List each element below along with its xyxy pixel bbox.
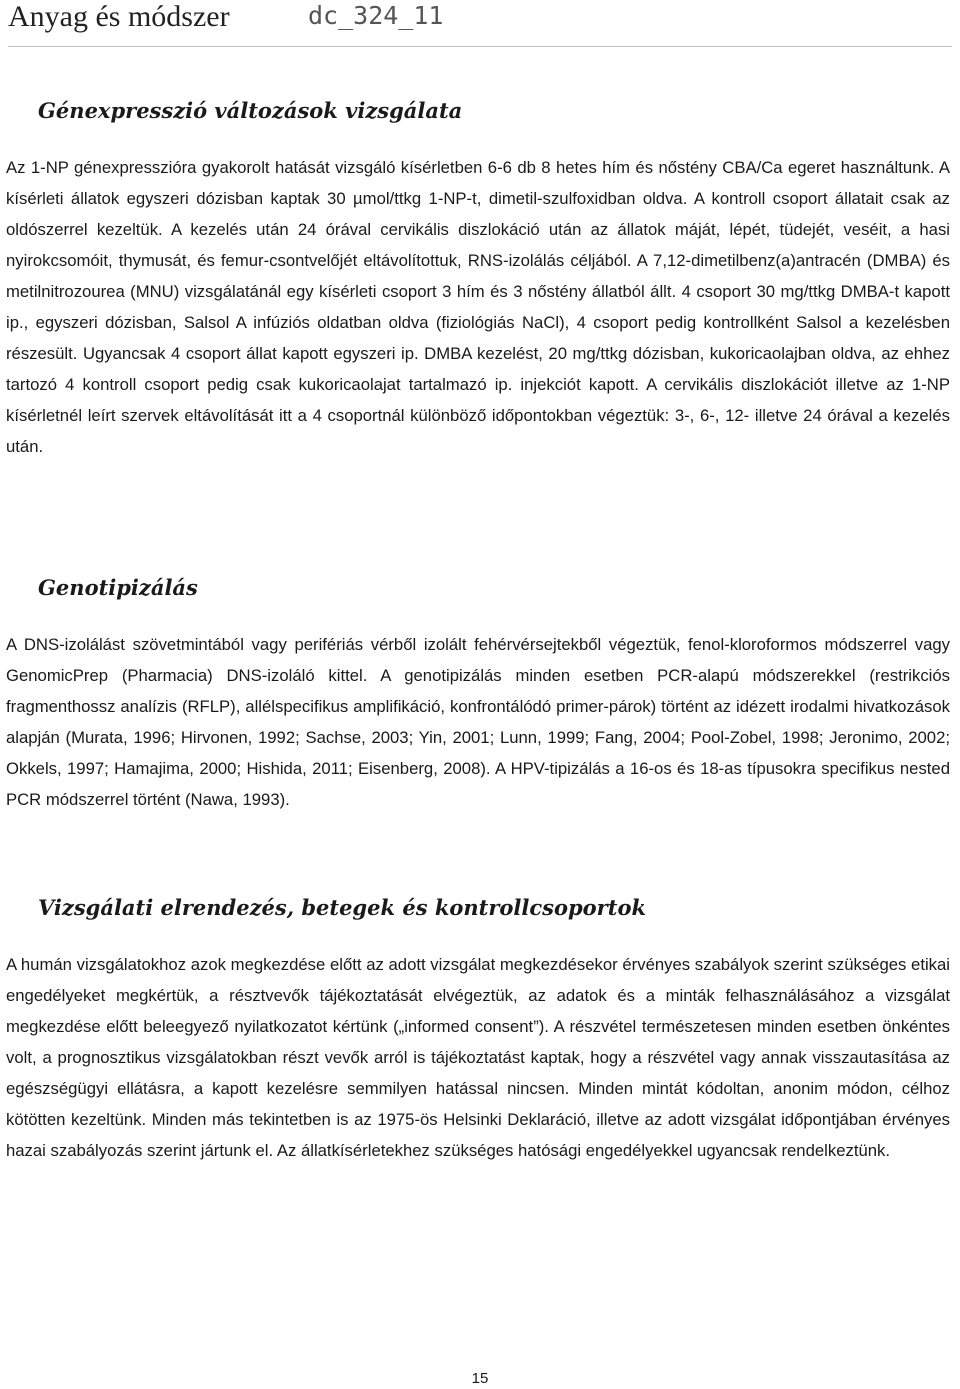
section-heading-vizsgalati-elrendezes: Vizsgálati elrendezés, betegek és kontrollcsoportok bbox=[38, 895, 647, 920]
paragraph-genotipizalas: A DNS-izolálást szövetmintából vagy perifériás vérből izolált fehérvérsejtekből végeztük, fenol-kloroformos módszerrel vagy GenomicPrep (Pharmacia) DNS-izoláló kittel. A genotipizálás minden esetben PCR-alapú módszerekkel (restrikciós fragmenthossz analízis (RFLP), allélspecifikus amplifikáció, konfrontálódó primer-párok) történt az idézett irodalmi hivatkozások alapján (Murata, 1996; Hirvonen, 1992; Sachse, 2003; Yin, 2001; Lunn, 1999; Fang, 2004; Pool-Zobel, 1998; Jeronimo, 2002; Okkels, 1997; Hamajima, 2000; Hishida, 2011; Eisenberg, 2008). A HPV-tipizálás a 16-os és 18-as típusokra specifikus nested PCR módszerrel történt (Nawa, 1993). bbox=[6, 635, 950, 809]
paragraph-genexpresszio: Az 1-NP génexpresszióra gyakorolt hatását vizsgáló kísérletben 6-6 db 8 hetes hím és nőstény CBA/Ca egeret használtunk. A kísérleti állatok egyszeri dózisban kaptak 30 µmol/ttkg 1-NP-t, dimetil-szulfoxidban oldva. A kontroll csoport állatait csak az oldószerrel kezeltük. A kezelés után 24 órával cervikális diszlokáció után az állatok máját, lépét, tüdejét, veséit, a hasi nyirokcsomóit, thymusát, és femur-csontvelőjét eltávolítottuk, RNS-izolálás céljából. A 7,12-dimetilbenz(a)antracén (DMBA) és metilnitrozourea (MNU) vizsgálatánál egy kísérleti csoport 3 hím és 3 nőstény állatból állt. 4 csoport 30 mg/ttkg DMBA-t kapott ip., egyszeri dózisban, Salsol A infúziós oldatban oldva (fiziológiás NaCl), 4 csoport pedig kontrollként Salsol a kezelésben részesült. Ugyancsak 4 csoport állat kapott egyszeri ip. DMBA kezelést, 20 mg/ttkg dózisban, kukoricaolajban oldva, az ehhez tartozó 4 kontroll csoport pedig csak kukoricaolajat tartalmazó ip. injekciót kapott. A cervikális diszlokációt illetve az 1-NP kísérletnél leírt szervek eltávolítását itt a 4 csoportnál különböző időpontokban végeztük: 3-, 6-, 12- illetve 24 órával a kezelés után. bbox=[6, 158, 950, 456]
header-document-code: dc_324_11 bbox=[308, 1, 444, 30]
paragraph-vizsgalati-elrendezes: A humán vizsgálatokhoz azok megkezdése előtt az adott vizsgálat megkezdésekor érvényes szabályok szerint szükséges etikai engedélyeket megkértük, a résztvevők tájékoztatását elvégeztük, az adatok és a minták felhasználásához a vizsgálat megkezdése előtt beleegyező nyilatkozatot kértünk („informed consent”). A részvétel természetesen minden esetben önkéntes volt, a prognosztikus vizsgálatokban részt vevők arról is tájékoztatást kaptak, hogy a részvétel vagy annak visszautasítása az egészségügyi ellátásra, a kapott kezelésre semmilyen hatással nincsen. Minden mintát kódoltan, anonim módon, célhoz kötötten kezeltünk. Minden más tekintetben is az 1975-ös Helsinki Deklaráció, illetve az adott vizsgálat időpontjában érvényes hazai szabályozás szerint jártunk el. Az állatkísérletekhez szükséges hatósági engedélyekkel ugyancsak rendelkeztünk. bbox=[6, 955, 950, 1160]
section-heading-genexpresszio: Génexpresszió változások vizsgálata bbox=[38, 98, 463, 123]
running-header bbox=[8, 0, 952, 47]
header-title: Anyag és módszer bbox=[8, 0, 230, 33]
section-heading-genotipizalas: Genotipizálás bbox=[38, 575, 198, 600]
page-number: 15 bbox=[471, 1370, 489, 1387]
